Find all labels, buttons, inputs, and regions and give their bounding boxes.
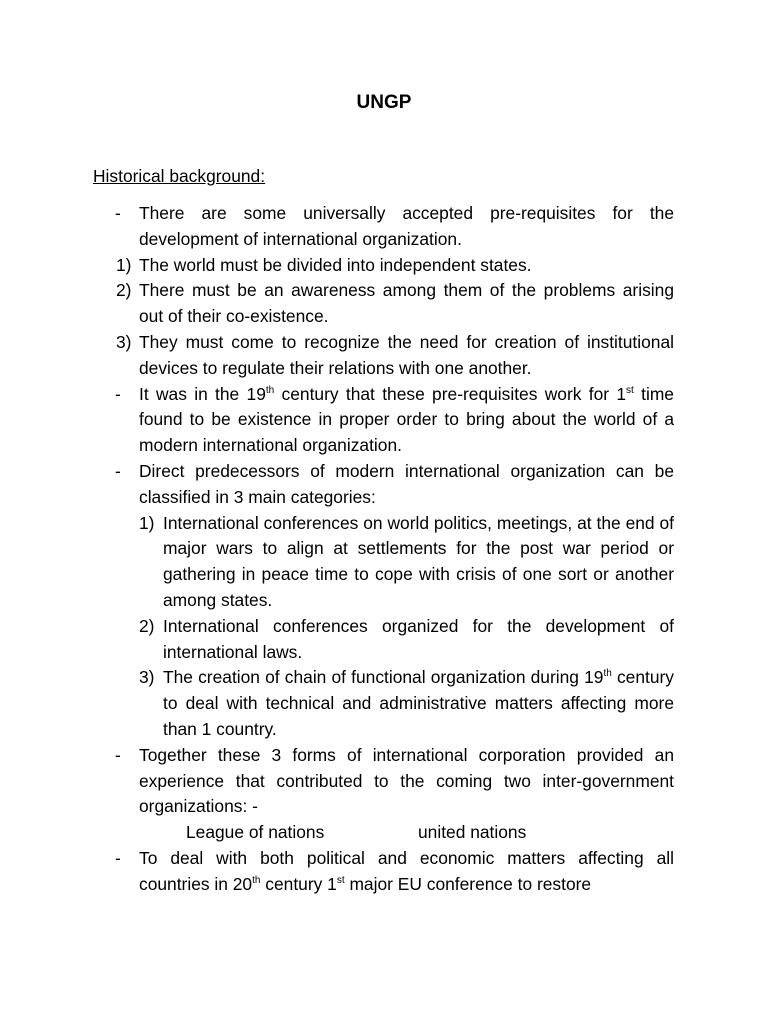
section-heading: Historical background:	[93, 166, 266, 186]
list-marker: 1)	[116, 254, 132, 275]
list-item	[139, 665, 674, 742]
list-marker: -	[115, 383, 121, 404]
list-item-text: International conferences on world politics, meetings, at the end of major wars to align at settlements for the post war period or gathering in peace time to cope with crisis of one sort or another among states.	[163, 512, 674, 610]
list-item-text: Direct predecessors of modern international organization can be classified in 3 main categories:	[139, 460, 674, 507]
list-marker: 2)	[139, 615, 155, 636]
list-item	[139, 511, 674, 614]
list-item-text: time found to be existence in proper order to bring about the world of a modern international organization.	[139, 383, 674, 456]
list-item	[116, 330, 674, 382]
superscript: th	[252, 874, 261, 886]
organizations-row	[0, 820, 768, 846]
list-marker: -	[115, 847, 121, 868]
list-item	[116, 253, 674, 279]
list-item-text: International conferences organized for the development of international laws.	[163, 615, 674, 662]
list-marker: 2)	[116, 280, 132, 301]
list-marker: -	[115, 460, 121, 481]
organization-league: League of nations	[186, 822, 325, 843]
list-item	[116, 278, 674, 330]
list-marker: 1)	[139, 512, 155, 533]
list-item	[115, 846, 674, 898]
list-item	[115, 382, 674, 459]
superscript: st	[626, 384, 634, 396]
list-item-text: They must come to recognize the need for creation of institutional devices to regulate their relations with one another.	[139, 331, 674, 378]
list-item-text: The world must be divided into independent states.	[139, 254, 532, 275]
list-item-text: major EU conference to restore	[344, 873, 592, 894]
list-item	[115, 459, 674, 511]
list-item-text: century that these pre-requisites work for 1	[274, 383, 627, 404]
list-item-text: The creation of chain of functional organization during 19	[163, 667, 604, 688]
list-item-text: Together these 3 forms of international corporation provided an experience that contributed to the coming two inter-government organizations: -	[139, 744, 674, 817]
list-item	[115, 201, 674, 253]
list-item-text: century to deal with technical and administrative matters affecting more than 1 country.	[163, 667, 674, 739]
list-item	[139, 614, 674, 666]
content-list	[0, 201, 768, 898]
organization-un: united nations	[418, 822, 527, 843]
list-marker: -	[115, 744, 121, 765]
list-item-text: There are some universally accepted pre-requisites for the development of international organization.	[139, 203, 674, 249]
list-item-text: It was in the 19	[139, 383, 266, 404]
superscript: th	[265, 384, 275, 396]
list-marker: 3)	[116, 331, 132, 352]
superscript: th	[603, 668, 612, 680]
list-item-text: To deal with both political and economic matters affecting all countries in 20	[139, 847, 674, 894]
list-marker: 3)	[139, 667, 155, 688]
list-marker: -	[115, 203, 121, 223]
list-item	[115, 743, 674, 820]
list-item-text: There must be an awareness among them of the problems arising out of their co-existence.	[139, 280, 674, 327]
list-item-text: century 1	[260, 873, 337, 894]
superscript: st	[336, 874, 345, 886]
page-title: UNGP	[356, 92, 412, 113]
